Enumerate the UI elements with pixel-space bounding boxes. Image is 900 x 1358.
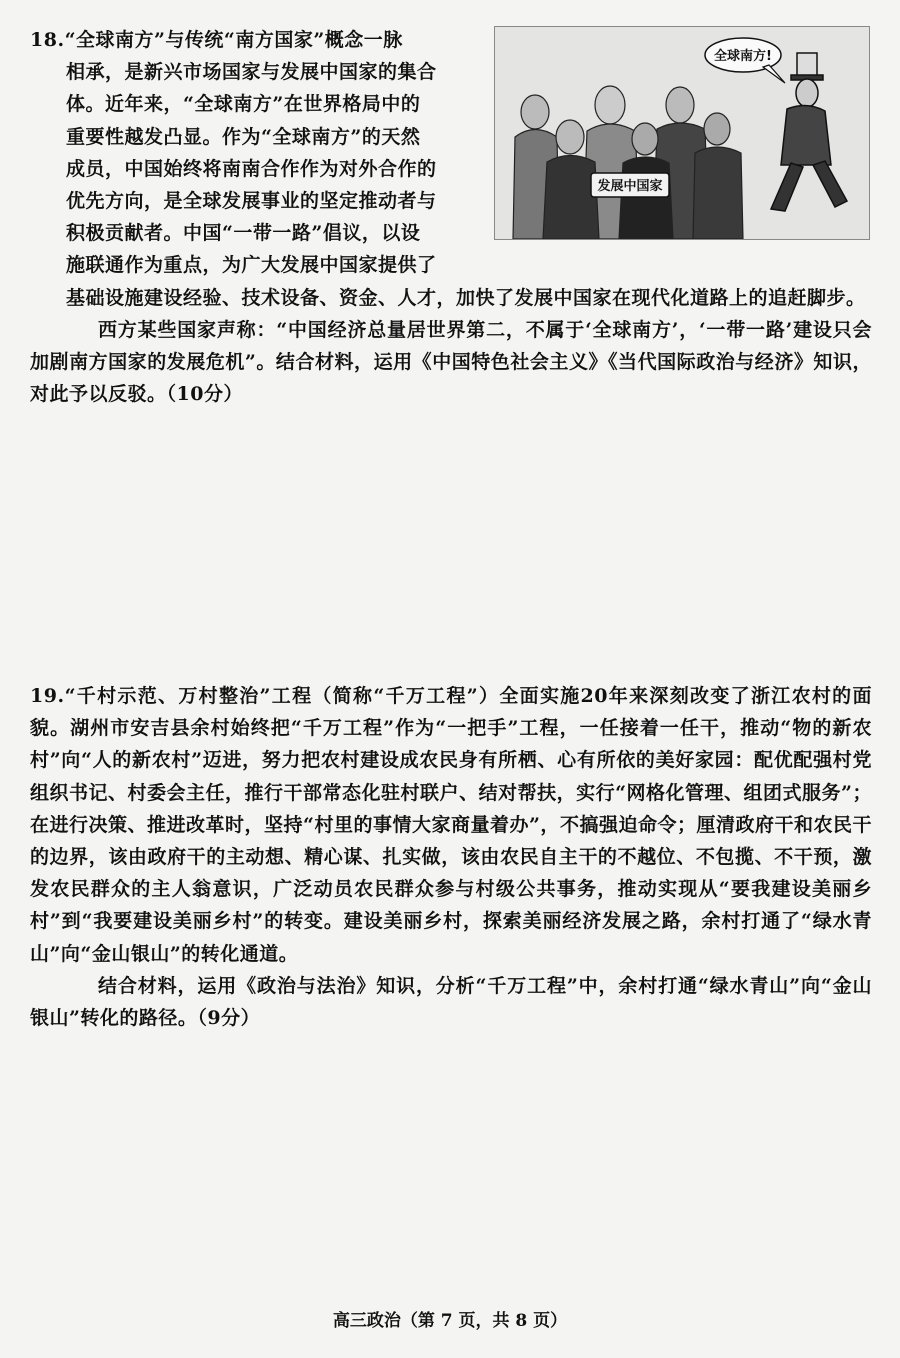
q18-line-4: 重要性越发凸显。作为“全球南方”的天然 [66,125,421,148]
q18-line-5: 成员，中国始终将南南合作作为对外合作的 [66,157,437,180]
q19-question-prompt: 结合材料，运用《政治与法治》知识，分析“千万工程”中，余村打通“绿水青山”向“金山银山”转化的路径。（9分） [30,974,872,1030]
q18-line-8: 施联通作为重点，为广大发展中国家提供了 [66,254,437,277]
q18-line-6: 优先方向，是全球发展事业的坚定推动者与 [66,190,437,213]
page-footer: 高三政治（第 7 页，共 8 页） [332,1311,568,1331]
question-19 [30,680,872,1034]
cartoon-illustration [494,26,870,240]
question-number: 18. [30,29,65,51]
question-number: 19. [30,685,65,707]
q18-line-2: 相承，是新兴市场国家与发展中国家的集合 [66,61,437,84]
q18-line-1: 18.“全球南方”与传统“南方国家”概念一脉 [30,29,403,51]
q18-material-continuation: 基础设施建设经验、技术设备、资金、人才，加快了发展中国家在现代化道路上的追赶脚步。 [66,286,866,309]
cartoon-drawing [495,27,869,239]
question-18-material-top [30,24,475,282]
q18-question-prompt: 西方某些国家声称：“中国经济总量居世界第二，不属于‘全球南方’，‘一带一路’建设只会加剧南方国家的发展危机”。结合材料，运用《中国特色社会主义》《当代国际政治与经济》知识，对此予以反驳。（10分） [30,318,872,406]
sign-text: 发展中国家 [597,179,663,194]
q19-material: 19.“千村示范、万村整治”工程（简称“千万工程”）全面实施20年来深刻改变了浙江农村的面貌。湖州市安吉县余村始终把“千万工程”作为“一把手”工程，一任接着一任干，推动“物的新农村”向“人的新农村”迈进，努力把农村建设成农民身有所栖、心有所依的美好家园：配优配强村党组织书记、村委会主任，推行干部常态化驻村联户、结对帮扶，实行“网格化管理、组团式服务”；在进行决策、推进改革时，坚持“村里的事情大家商量着办”，不搞强迫命令；厘清政府干和农民干的边界，该由政府干的主动想、精心谋、扎实做，该由农民自主干的不越位、不包揽、不干预，激发农民群众的主人翁意识，广泛动员农民群众参与村级公共事务，推动实现从“要我建设美丽乡村”到“我要建设美丽乡村”的转变。建设美丽乡村，探索美丽经济发展之路，余村打通了“绿水青山”向“金山银山”的转化通道。 [30,685,872,965]
q18-line-3: 体。近年来，“全球南方”在世界格局中的 [66,93,421,116]
q18-line-7: 积极贡献者。中国“一带一路”倡议，以设 [66,222,421,245]
speech-bubble-text: 全球南方! [714,49,772,64]
